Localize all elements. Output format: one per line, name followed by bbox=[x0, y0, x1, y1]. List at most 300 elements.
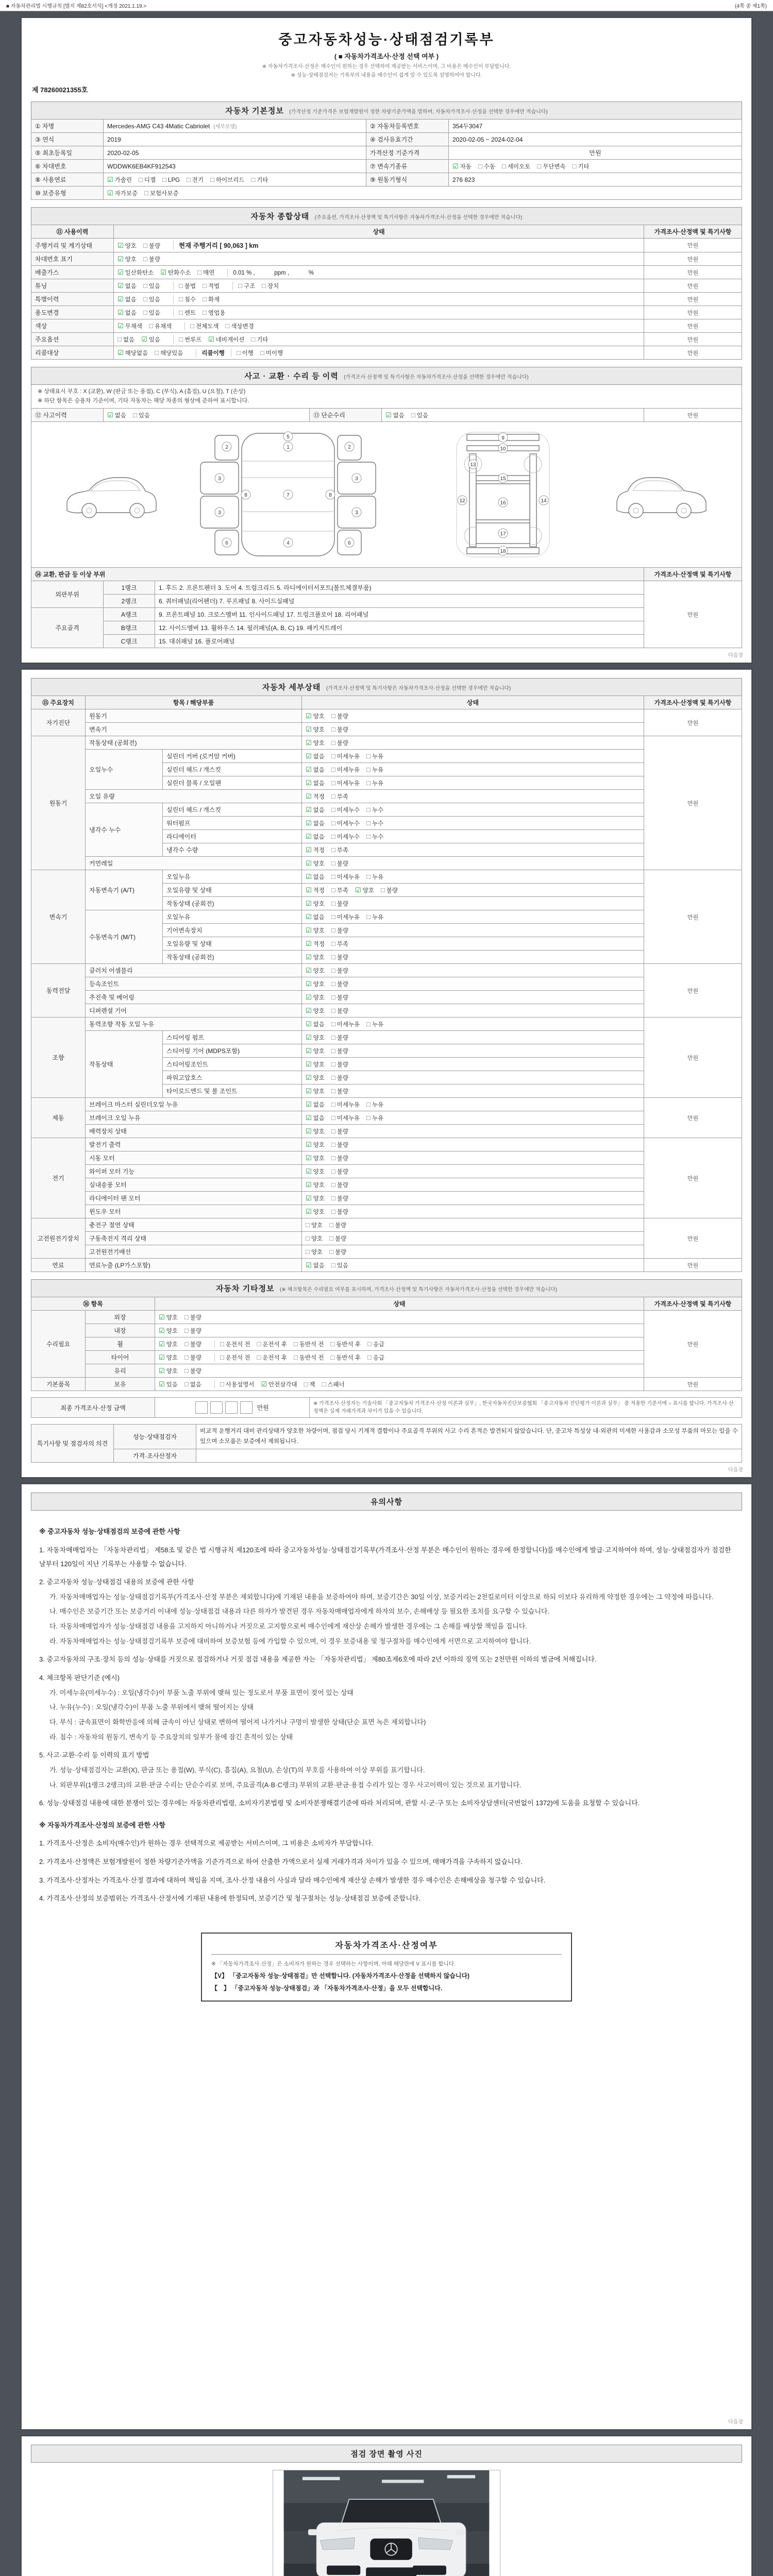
checkbox-option[interactable] bbox=[159, 1353, 178, 1362]
comprehensive-row bbox=[31, 266, 742, 279]
checkbox-option[interactable] bbox=[306, 779, 325, 787]
checkbox-option[interactable] bbox=[331, 1074, 348, 1082]
checkbox-option[interactable] bbox=[262, 282, 279, 290]
checkbox-option[interactable] bbox=[306, 833, 325, 841]
checkbox-option[interactable] bbox=[331, 833, 360, 841]
state-segment bbox=[173, 335, 281, 344]
checkbox-option[interactable] bbox=[452, 162, 472, 171]
checkbox-label: 양호 bbox=[311, 1222, 323, 1229]
checkbox-option[interactable] bbox=[306, 1127, 325, 1136]
checkbox-option[interactable] bbox=[322, 1380, 345, 1388]
checkbox-option[interactable] bbox=[331, 1141, 348, 1149]
checkbox-option[interactable] bbox=[331, 725, 348, 734]
table-row bbox=[31, 635, 742, 648]
state-segment bbox=[159, 1313, 214, 1321]
checkbox-option[interactable] bbox=[306, 766, 325, 774]
checkbox-label: 불량 bbox=[190, 1368, 201, 1375]
unchecked-checkbox-icon: □ bbox=[331, 912, 335, 921]
checkbox-option[interactable] bbox=[331, 1020, 360, 1028]
checkbox-option[interactable] bbox=[184, 1327, 201, 1335]
etc-item-label: 타이어 bbox=[86, 1351, 155, 1364]
state-options bbox=[302, 750, 644, 763]
checkbox-option[interactable] bbox=[329, 1234, 346, 1243]
checkbox-option[interactable] bbox=[306, 873, 325, 881]
checkbox-option[interactable] bbox=[257, 1340, 287, 1348]
unchecked-checkbox-icon: □ bbox=[331, 926, 335, 934]
unchecked-checkbox-icon: □ bbox=[293, 1353, 298, 1361]
checkbox-option[interactable] bbox=[331, 1033, 348, 1042]
checkbox-option[interactable] bbox=[367, 1340, 384, 1348]
checkbox-option[interactable] bbox=[331, 792, 348, 801]
checkbox-option[interactable] bbox=[331, 953, 348, 961]
checkbox-option[interactable] bbox=[331, 1181, 348, 1189]
table-row bbox=[31, 173, 742, 187]
checkbox-option[interactable] bbox=[306, 1181, 325, 1189]
detail-row bbox=[31, 1004, 742, 1018]
checkbox-option[interactable] bbox=[184, 1353, 201, 1362]
checkbox-option[interactable] bbox=[306, 752, 325, 760]
checkbox-option[interactable] bbox=[162, 176, 180, 183]
checkbox-option[interactable] bbox=[220, 1340, 250, 1348]
unchecked-checkbox-icon: □ bbox=[236, 348, 241, 357]
checkbox-option[interactable] bbox=[133, 411, 150, 419]
checkbox-option[interactable] bbox=[330, 1340, 361, 1348]
unchecked-checkbox-icon: □ bbox=[331, 1006, 335, 1014]
checkbox-option[interactable] bbox=[331, 1047, 348, 1055]
checkbox-option[interactable] bbox=[331, 739, 348, 747]
svg-text:8: 8 bbox=[244, 493, 248, 499]
checkbox-option[interactable] bbox=[143, 255, 160, 263]
unchecked-checkbox-icon: □ bbox=[331, 953, 335, 961]
rank-name: 1랭크 bbox=[104, 581, 155, 595]
checkbox-option[interactable] bbox=[203, 282, 220, 290]
checkbox-option[interactable] bbox=[117, 349, 148, 357]
checkbox-option[interactable] bbox=[331, 1208, 348, 1216]
unchecked-checkbox-icon: □ bbox=[143, 242, 147, 249]
checkbox-option[interactable] bbox=[210, 176, 244, 184]
checkbox-option[interactable] bbox=[251, 176, 268, 184]
checkbox-label: 불량 bbox=[337, 1155, 348, 1162]
checkbox-option[interactable] bbox=[306, 1141, 325, 1149]
checkbox-option[interactable] bbox=[306, 1007, 325, 1015]
inspector-role-label: 성능·상태점검자 bbox=[114, 1425, 196, 1449]
checkbox-option[interactable] bbox=[179, 335, 201, 344]
checkbox-option[interactable] bbox=[261, 1380, 297, 1388]
svg-text:17: 17 bbox=[500, 531, 506, 537]
part-label: 오일유량 및 상태 bbox=[163, 937, 302, 951]
checkbox-option[interactable] bbox=[331, 1194, 348, 1202]
detail-row bbox=[31, 870, 742, 884]
checkbox-option[interactable] bbox=[366, 1020, 383, 1028]
checkbox-option[interactable] bbox=[355, 886, 374, 894]
price-digit-box[interactable] bbox=[240, 1401, 253, 1414]
checkbox-label: 보험사보증 bbox=[149, 190, 179, 197]
unchecked-checkbox-icon: □ bbox=[366, 805, 371, 814]
checkbox-option[interactable] bbox=[160, 268, 191, 277]
checkbox-option[interactable] bbox=[184, 1340, 201, 1348]
base-price-label: 가격산정 기준가격 bbox=[366, 146, 449, 160]
checkbox-option[interactable] bbox=[385, 411, 405, 419]
unchecked-checkbox-icon: □ bbox=[331, 1127, 335, 1135]
choice-option-unselected[interactable]: 【 】 「중고자동차 성능·상태점검」과 「자동차가격조사·산정」을 모두 선택합니다. bbox=[211, 1985, 443, 1992]
checked-checkbox-icon: ☑ bbox=[141, 335, 147, 343]
notice-item: 5. 사고·교환·수리 등 이력의 표기 방법 bbox=[39, 1751, 149, 1759]
checkbox-option[interactable] bbox=[184, 1367, 201, 1375]
unchecked-checkbox-icon: □ bbox=[331, 979, 335, 988]
checkbox-option[interactable] bbox=[331, 980, 348, 988]
checkbox-label: 없음 bbox=[313, 1262, 325, 1269]
checkbox-option[interactable] bbox=[306, 1074, 325, 1082]
checkbox-option[interactable] bbox=[294, 1340, 324, 1348]
checkbox-option[interactable] bbox=[306, 1114, 325, 1122]
checkbox-option[interactable] bbox=[179, 295, 196, 303]
checkbox-option[interactable] bbox=[306, 1194, 325, 1202]
checkbox-option[interactable] bbox=[143, 295, 160, 303]
checkbox-option[interactable] bbox=[331, 846, 348, 854]
checkbox-option[interactable] bbox=[331, 752, 360, 760]
checkbox-label: 있음 bbox=[337, 1262, 348, 1269]
checkbox-option[interactable] bbox=[331, 859, 348, 868]
legend-line-1: ※ 상태표시 부호 : X (교환), W (판금 또는 용접), C (부식), A (흠집), U (요철), T (손상) bbox=[38, 388, 246, 395]
checkbox-label: 양호 bbox=[313, 968, 325, 974]
detail-row bbox=[31, 1098, 742, 1111]
checkbox-label: 양호 bbox=[313, 860, 325, 867]
checkbox-option[interactable] bbox=[159, 1340, 178, 1348]
usage-history-state bbox=[114, 252, 644, 266]
checkbox-option[interactable] bbox=[366, 873, 383, 881]
checkbox-label: 양호 bbox=[311, 1249, 323, 1256]
checkbox-option[interactable] bbox=[306, 712, 325, 720]
checkbox-label: 이행 bbox=[242, 350, 254, 357]
checkbox-option[interactable] bbox=[225, 322, 254, 330]
checkbox-label: 불량 bbox=[337, 1008, 348, 1014]
checkbox-label: 미세누유 bbox=[337, 874, 360, 880]
checkbox-label: 없음 bbox=[125, 310, 137, 316]
checkbox-option[interactable] bbox=[366, 819, 383, 827]
checkbox-option[interactable] bbox=[294, 1353, 324, 1362]
checkbox-option[interactable] bbox=[260, 349, 283, 357]
reg-no-label: ② 자동차등록번호 bbox=[366, 120, 449, 133]
etc-row bbox=[31, 1351, 742, 1364]
checkbox-label: 없음 bbox=[313, 807, 325, 814]
checkbox-label: 불량 bbox=[190, 1314, 201, 1321]
checkbox-label: 불량 bbox=[190, 1341, 201, 1348]
checkbox-option[interactable] bbox=[257, 1353, 287, 1362]
checkbox-option[interactable] bbox=[184, 1380, 201, 1388]
notice-item: 가. 미세누유(미세누수) : 오일(냉각수)이 부품 노출 부위에 맺혀 있는 정도로서 부품 표면이 젖어 있는 상태 bbox=[49, 1688, 354, 1697]
checkbox-option[interactable] bbox=[306, 1167, 325, 1176]
checkbox-option[interactable] bbox=[306, 926, 325, 935]
checkbox-option[interactable] bbox=[306, 913, 325, 921]
state-segment bbox=[173, 309, 238, 317]
state-segment bbox=[117, 335, 173, 344]
detail-row bbox=[31, 1111, 742, 1125]
price-cell: 만원 bbox=[644, 1311, 742, 1378]
checkbox-option[interactable] bbox=[197, 268, 214, 277]
state-segment bbox=[214, 1380, 358, 1388]
checkbox-label: 운전석 전 bbox=[225, 1354, 250, 1361]
checkbox-option[interactable] bbox=[306, 967, 325, 975]
checkbox-option[interactable] bbox=[306, 792, 325, 801]
photo-list bbox=[31, 2463, 742, 2576]
checkbox-option[interactable] bbox=[155, 349, 183, 357]
checkbox-option[interactable] bbox=[306, 1154, 325, 1162]
checkbox-option[interactable] bbox=[190, 322, 219, 330]
checkbox-option[interactable] bbox=[143, 282, 160, 290]
checkbox-option[interactable] bbox=[238, 282, 255, 290]
choice-option-selected[interactable]: 【V】 「중고자동차 성능·상태점검」만 선택합니다. (자동차가격조사·산정을 선택하지 않습니다) bbox=[211, 1972, 470, 1980]
checkbox-option[interactable] bbox=[251, 335, 268, 344]
checkbox-option[interactable] bbox=[306, 940, 325, 948]
table-row bbox=[31, 581, 742, 595]
checkbox-label: 불량 bbox=[337, 1168, 348, 1175]
checkbox-option[interactable] bbox=[306, 1033, 325, 1042]
checkbox-option[interactable] bbox=[331, 900, 348, 908]
checkbox-option[interactable] bbox=[306, 1100, 325, 1109]
usage-history-state bbox=[114, 333, 644, 346]
checkbox-option[interactable] bbox=[573, 162, 590, 171]
checked-checkbox-icon: ☑ bbox=[452, 162, 459, 170]
checkbox-option[interactable] bbox=[203, 295, 220, 303]
state-segment bbox=[117, 349, 196, 357]
checkbox-option[interactable] bbox=[331, 712, 348, 720]
checkbox-option[interactable] bbox=[366, 1114, 383, 1122]
checkbox-option[interactable] bbox=[331, 886, 348, 894]
checkbox-option[interactable] bbox=[306, 739, 325, 747]
checkbox-label: 하이브리드 bbox=[215, 177, 245, 183]
checkbox-label: 적정 bbox=[313, 941, 325, 947]
checkbox-label: 불량 bbox=[148, 256, 160, 263]
checkbox-label: 양호 bbox=[313, 994, 325, 1001]
checkbox-option[interactable] bbox=[329, 1248, 346, 1256]
checkbox-option[interactable] bbox=[143, 242, 160, 250]
checkbox-option[interactable] bbox=[107, 176, 132, 184]
checkbox-option[interactable] bbox=[329, 1221, 346, 1229]
checkbox-option[interactable] bbox=[139, 176, 156, 184]
checkbox-option[interactable] bbox=[306, 819, 325, 827]
etc-item-state bbox=[155, 1378, 644, 1391]
svg-text:10: 10 bbox=[500, 446, 506, 452]
section-basic-info bbox=[31, 101, 742, 120]
price-digit-box[interactable] bbox=[225, 1401, 238, 1414]
checkbox-label: 있음 bbox=[416, 412, 428, 419]
checkbox-option[interactable] bbox=[366, 1100, 383, 1109]
checkbox-option[interactable] bbox=[117, 242, 137, 250]
checkbox-option[interactable] bbox=[331, 806, 360, 814]
checkbox-option[interactable] bbox=[306, 980, 325, 988]
col-device: ⑮ 주요장치 bbox=[31, 696, 86, 709]
price-digit-box[interactable] bbox=[195, 1401, 208, 1414]
detail-row bbox=[31, 910, 742, 924]
checkbox-option[interactable] bbox=[331, 1100, 360, 1109]
checkbox-option[interactable] bbox=[306, 806, 325, 814]
checkbox-option[interactable] bbox=[381, 886, 398, 894]
svg-text:13: 13 bbox=[470, 462, 476, 468]
checkbox-label: 있음 bbox=[138, 412, 150, 419]
checkbox-option[interactable] bbox=[144, 189, 178, 197]
checkbox-option[interactable] bbox=[306, 1060, 325, 1069]
svg-text:7: 7 bbox=[287, 493, 290, 499]
checkbox-option[interactable] bbox=[203, 309, 225, 317]
checkbox-option[interactable] bbox=[159, 1327, 178, 1335]
checkbox-option[interactable] bbox=[306, 1047, 325, 1055]
checkbox-option[interactable] bbox=[220, 1380, 254, 1388]
checkbox-option[interactable] bbox=[306, 1208, 325, 1216]
checkbox-option[interactable] bbox=[306, 1248, 323, 1256]
checked-checkbox-icon: ☑ bbox=[159, 1353, 165, 1361]
checkbox-option[interactable] bbox=[208, 335, 244, 344]
checkbox-option[interactable] bbox=[502, 162, 530, 171]
checkbox-option[interactable] bbox=[306, 953, 325, 961]
car-side-view-right-icon bbox=[614, 470, 712, 519]
usage-history-state bbox=[114, 319, 644, 333]
checkbox-option[interactable] bbox=[220, 1353, 250, 1362]
unchecked-checkbox-icon: □ bbox=[366, 912, 371, 921]
checkbox-option[interactable] bbox=[306, 859, 325, 868]
unchecked-checkbox-icon: □ bbox=[329, 1247, 333, 1256]
checkbox-label: 없음 bbox=[123, 336, 135, 343]
checkbox-option[interactable] bbox=[537, 162, 565, 171]
unchecked-checkbox-icon: □ bbox=[331, 1046, 335, 1055]
checkbox-option[interactable] bbox=[117, 255, 137, 263]
notice-item: 다. 자동차매매업자가 성능·상태점검 내용을 고지하지 아니하거나 거짓으로 고지함으로써 매수인에게 재산상 손해가 발생한 경우에는 그 손해를 배상할 책임을 집니다. bbox=[49, 1622, 527, 1631]
checkbox-option[interactable] bbox=[411, 411, 428, 419]
checkbox-option[interactable] bbox=[331, 1167, 348, 1176]
checkbox-option[interactable] bbox=[306, 725, 325, 734]
checked-checkbox-icon: ☑ bbox=[306, 845, 312, 854]
checkbox-option[interactable] bbox=[306, 993, 325, 1002]
usage-history-state bbox=[114, 266, 644, 279]
checkbox-option[interactable] bbox=[107, 189, 138, 197]
unchecked-checkbox-icon: □ bbox=[331, 859, 335, 867]
checkbox-option[interactable] bbox=[306, 1261, 325, 1269]
part-label: 파워고압호스 bbox=[163, 1071, 302, 1084]
checkbox-option[interactable] bbox=[331, 967, 348, 975]
checkbox-option[interactable] bbox=[143, 309, 160, 317]
table-row bbox=[31, 1398, 742, 1418]
checkbox-label: 안전삼각대 bbox=[268, 1381, 297, 1388]
device-category: 전기 bbox=[31, 1138, 86, 1218]
unchecked-checkbox-icon: □ bbox=[380, 886, 385, 894]
checkbox-option[interactable] bbox=[141, 335, 160, 344]
checkbox-option[interactable] bbox=[304, 1380, 315, 1388]
checkbox-option[interactable] bbox=[306, 1087, 325, 1095]
item-label: 냉각수 누수 bbox=[86, 803, 163, 857]
checkbox-option[interactable] bbox=[306, 886, 325, 894]
checkbox-option[interactable] bbox=[331, 913, 360, 921]
checkbox-option[interactable] bbox=[331, 1154, 348, 1162]
section-title: 자동차 세부상태 bbox=[262, 683, 321, 692]
unchecked-checkbox-icon: □ bbox=[293, 1340, 298, 1348]
checkbox-option[interactable] bbox=[149, 322, 172, 330]
checkbox-option[interactable] bbox=[331, 1060, 348, 1069]
checkbox-option[interactable] bbox=[117, 268, 154, 277]
checkbox-label: 양호 bbox=[362, 887, 374, 894]
state-segment bbox=[173, 241, 264, 250]
svg-text:3: 3 bbox=[218, 476, 222, 482]
checkbox-option[interactable] bbox=[306, 1221, 323, 1229]
checkbox-option[interactable] bbox=[331, 993, 348, 1002]
checkbox-option[interactable] bbox=[331, 1261, 348, 1269]
checked-checkbox-icon: ☑ bbox=[117, 242, 124, 249]
checkbox-option[interactable] bbox=[366, 766, 383, 774]
checkbox-option[interactable] bbox=[306, 900, 325, 908]
detail-row bbox=[31, 1151, 742, 1165]
checkbox-option[interactable] bbox=[306, 1020, 325, 1028]
checkbox-option[interactable] bbox=[367, 1353, 384, 1362]
checkbox-option[interactable] bbox=[306, 1234, 323, 1243]
item-label: 시동 모터 bbox=[86, 1151, 302, 1165]
checkbox-option[interactable] bbox=[331, 1007, 348, 1015]
checkbox-option[interactable] bbox=[366, 913, 383, 921]
checkbox-option[interactable] bbox=[478, 162, 495, 171]
checkbox-option[interactable] bbox=[331, 926, 348, 935]
checkbox-label: 양호 bbox=[313, 1008, 325, 1014]
unchecked-checkbox-icon: □ bbox=[225, 321, 230, 330]
checkbox-label: 양호 bbox=[313, 1195, 325, 1202]
checkbox-label: 있음 bbox=[148, 296, 160, 303]
checkbox-option[interactable] bbox=[179, 282, 196, 290]
checkbox-option[interactable] bbox=[331, 1127, 348, 1136]
state-options bbox=[302, 1259, 644, 1272]
checkbox-label: 무채색 bbox=[125, 323, 142, 330]
checkbox-option[interactable] bbox=[366, 806, 383, 814]
checkbox-option[interactable] bbox=[331, 1114, 360, 1122]
checkbox-option[interactable] bbox=[117, 295, 137, 303]
checkbox-option[interactable] bbox=[179, 309, 196, 317]
checkbox-label: 기타 bbox=[578, 163, 590, 170]
price-digit-box[interactable] bbox=[210, 1401, 223, 1414]
checkbox-label: 불량 bbox=[337, 726, 348, 733]
checkbox-option[interactable] bbox=[331, 819, 360, 827]
checkbox-option[interactable] bbox=[117, 282, 137, 290]
checkbox-option[interactable] bbox=[306, 846, 325, 854]
checkbox-option[interactable] bbox=[330, 1353, 361, 1362]
checkbox-option[interactable] bbox=[237, 349, 254, 357]
notice-item: ※ 자동차가격조사·산정의 보증에 관한 사항 bbox=[39, 1821, 165, 1829]
checkbox-option[interactable] bbox=[331, 873, 360, 881]
checkbox-option[interactable] bbox=[366, 752, 383, 760]
checkbox-option[interactable] bbox=[187, 176, 204, 184]
checkbox-option[interactable] bbox=[159, 1380, 178, 1388]
checkbox-option[interactable] bbox=[366, 833, 383, 841]
checkbox-label: 있음 bbox=[148, 283, 160, 290]
checkbox-option[interactable] bbox=[184, 1313, 201, 1321]
svg-text:8: 8 bbox=[329, 493, 332, 499]
accident-history-options bbox=[104, 409, 310, 422]
checkbox-option[interactable] bbox=[331, 779, 360, 787]
unchecked-checkbox-icon: □ bbox=[190, 321, 195, 330]
checkbox-option[interactable] bbox=[117, 309, 137, 317]
checkbox-option[interactable] bbox=[366, 779, 383, 787]
checkbox-label: 양호 bbox=[313, 1182, 325, 1189]
checkbox-option[interactable] bbox=[159, 1367, 178, 1375]
table-header-row bbox=[31, 696, 742, 709]
checkbox-option[interactable] bbox=[331, 940, 348, 948]
checkbox-option[interactable] bbox=[117, 322, 142, 330]
checkbox-option[interactable] bbox=[117, 335, 135, 344]
warranty-options bbox=[104, 187, 742, 200]
checkbox-option[interactable] bbox=[331, 1087, 348, 1095]
checkbox-option[interactable] bbox=[159, 1313, 178, 1321]
svg-text:2: 2 bbox=[348, 445, 351, 451]
checkbox-option[interactable] bbox=[331, 766, 360, 774]
checked-checkbox-icon: ☑ bbox=[306, 792, 312, 800]
car-top-unfolded-view-icon bbox=[185, 430, 391, 559]
checkbox-option[interactable] bbox=[107, 411, 126, 419]
checkbox-label: 해당없음 bbox=[125, 350, 148, 357]
checkbox-label: 불량 bbox=[337, 901, 348, 907]
